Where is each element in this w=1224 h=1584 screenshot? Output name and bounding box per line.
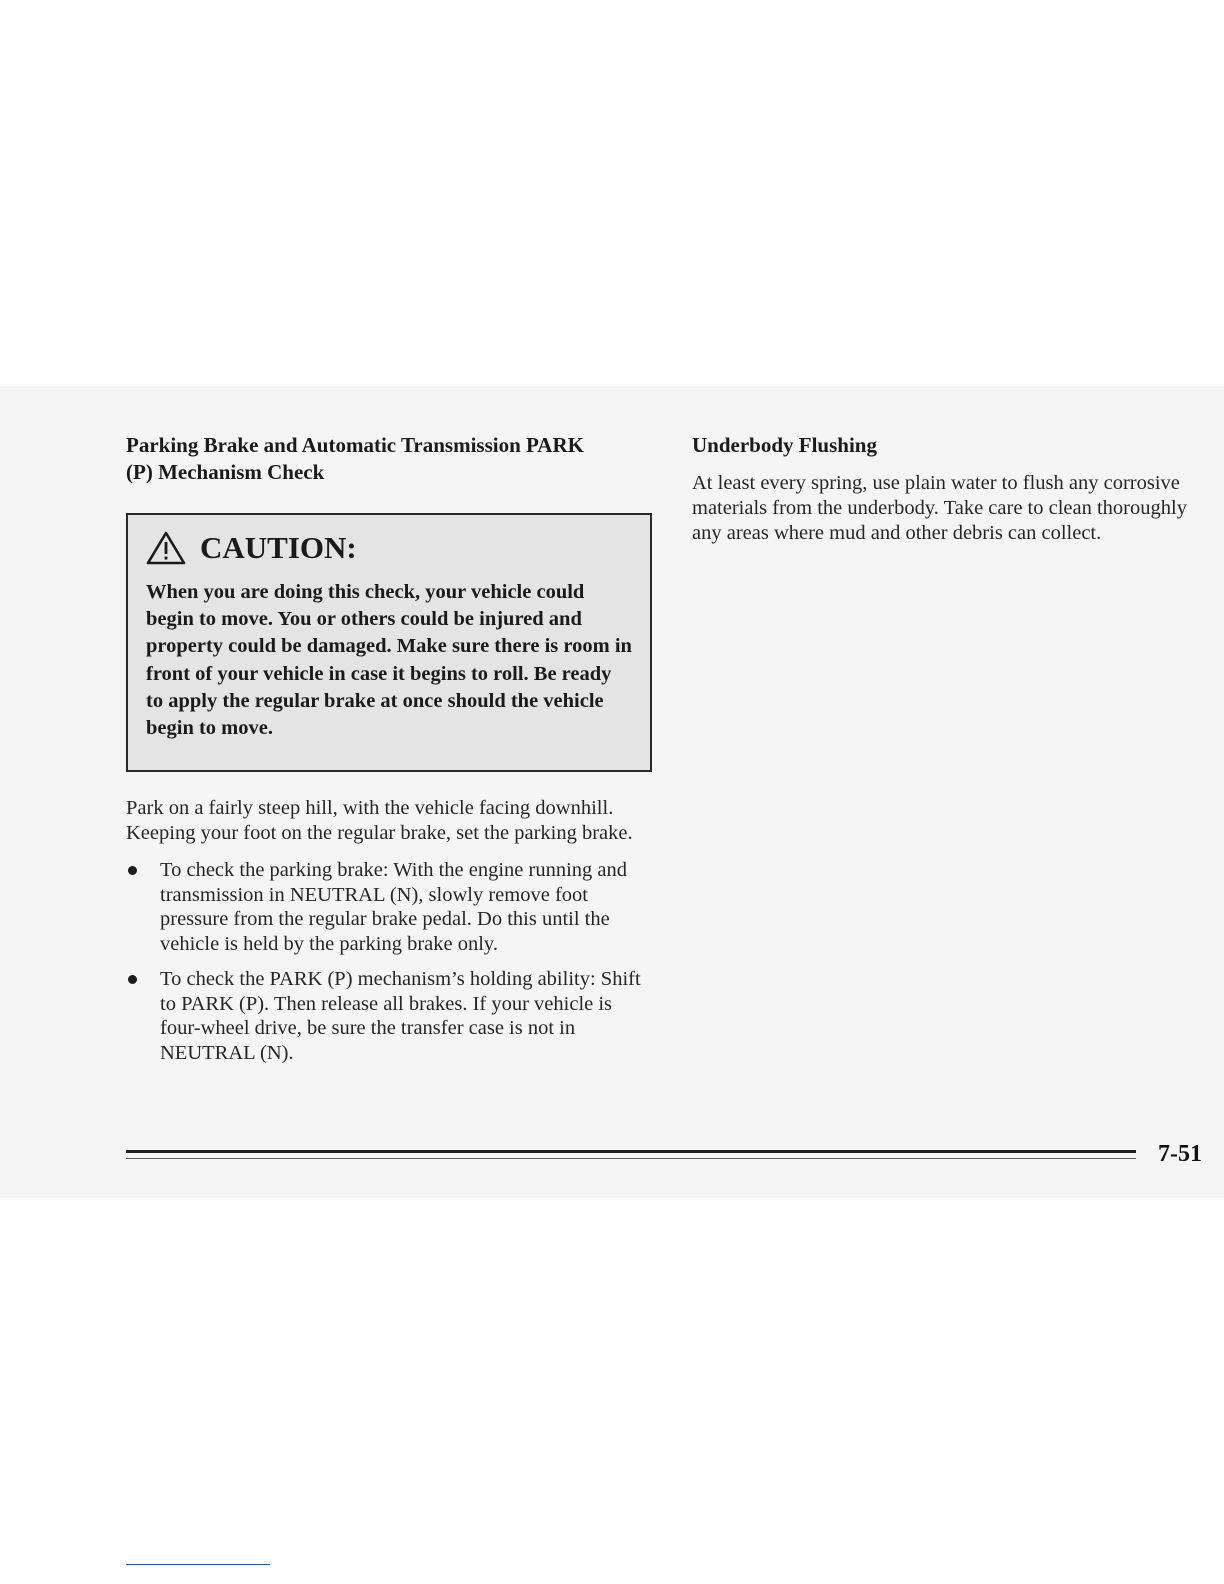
left-column [126, 432, 656, 1076]
list-item [126, 858, 656, 956]
warning-triangle-icon [146, 531, 186, 565]
heading-line-1: Parking Brake and Automatic Transmission PARK [126, 433, 584, 457]
caution-label: CAUTION: [200, 530, 357, 565]
right-column [692, 432, 1212, 546]
heading-line-2: (P) Mechanism Check [126, 460, 325, 484]
list-item-text: To check the parking brake: With the engine running and transmission in NEUTRAL (N), slowly remove foot pressure from the regular brake pedal. Do this until the vehicle is held by the parking brake only. [160, 859, 628, 955]
footer-rule-thin [126, 1158, 1136, 1159]
intro-paragraph: Park on a fairly steep hill, with the vehicle facing downhill. Keeping your foot on the regular brake, set the parking brake. [126, 797, 633, 844]
check-list [126, 858, 656, 1065]
list-item-text: To check the PARK (P) mechanism’s holding ability: Shift to PARK (P). Then release all brakes. If your vehicle is four-wheel drive, be sure the transfer case is not in NEUTRAL (N). [160, 968, 641, 1064]
section-heading-underbody: Underbody Flushing [692, 433, 877, 457]
underbody-paragraph: At least every spring, use plain water to flush any corrosive materials from the underbody. Take care to clean thoroughly any areas where mud and other debris can collect. [692, 472, 1187, 544]
page-number: 7-51 [1158, 1141, 1202, 1167]
caution-title [146, 529, 632, 567]
caution-box [126, 513, 652, 772]
bullet-icon [128, 975, 137, 984]
section-heading-parking-brake [126, 432, 656, 486]
list-item [126, 967, 656, 1065]
bottom-link-rule [126, 1564, 270, 1565]
bullet-icon [128, 866, 137, 875]
footer-rule-thick [126, 1150, 1136, 1153]
caution-text: When you are doing this check, your vehicle could begin to move. You or others could be injured and property could be damaged. Make sure there is room in front of your vehicle in case it begins to roll. Be ready to apply the regular brake at once should the vehicle begin to move. [146, 581, 632, 740]
